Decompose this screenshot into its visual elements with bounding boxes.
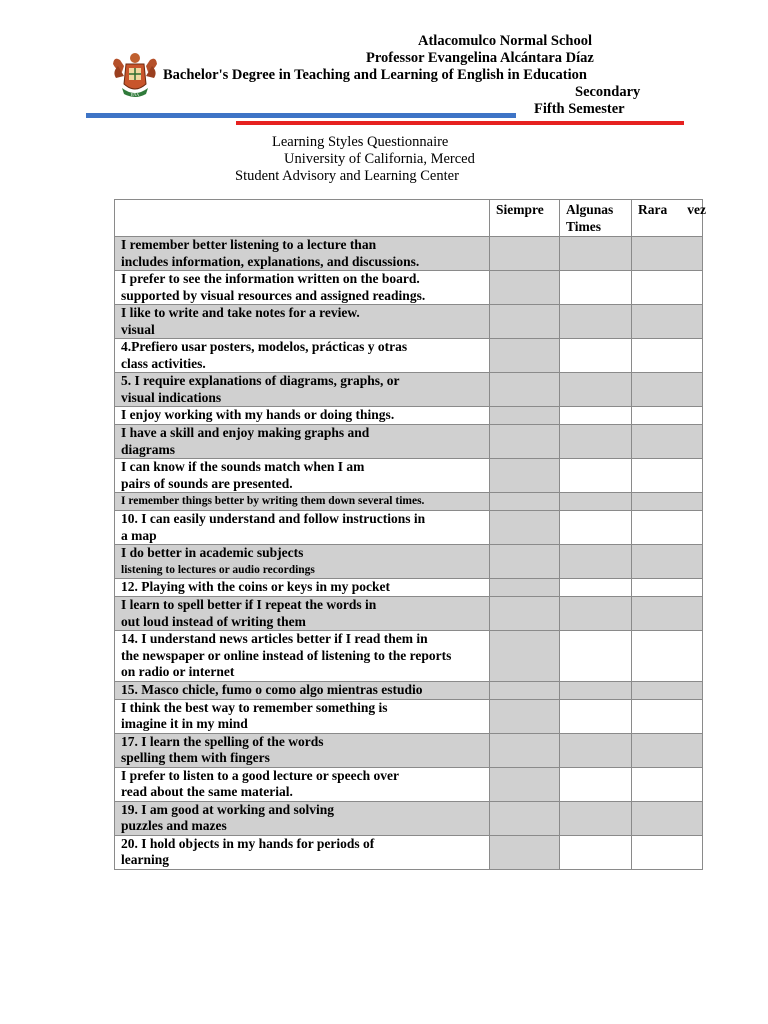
answer-cell-always[interactable] [490,305,560,339]
statement-text: a map [121,527,157,543]
statement-text: visual indications [121,389,222,405]
statement-cell [115,835,490,869]
statement-text: 5. I require explanations of diagrams, graphs, or [121,373,400,388]
answer-cell-sometimes[interactable] [560,835,632,869]
answer-cell-always[interactable] [490,835,560,869]
answer-cell-sometimes[interactable] [560,767,632,801]
degree-title: Bachelor's Degree in Teaching and Learning of English in Education [163,67,587,83]
answer-cell-sometimes[interactable] [560,597,632,631]
table-row [115,767,703,801]
answer-cell-sometimes[interactable] [560,373,632,407]
table-header-row [115,200,703,237]
statement-text: puzzles and mazes [121,818,227,833]
answer-cell-always[interactable] [490,631,560,682]
answer-cell-rarely[interactable] [632,407,703,425]
column-header-rarely: Rara vez [632,200,703,237]
statement-text: I have a skill and enjoy making graphs and [121,425,370,440]
statement-text: on radio or internet [121,664,235,679]
table-row [115,237,703,271]
school-name: Atlacomulco Normal School [418,33,592,49]
statement-text: 17. I learn the spelling of the words [121,733,324,749]
answer-cell-sometimes[interactable] [560,459,632,493]
answer-cell-sometimes[interactable] [560,339,632,373]
answer-cell-sometimes[interactable] [560,407,632,425]
statement-cell [115,631,490,682]
answer-cell-always[interactable] [490,767,560,801]
statement-text: out loud instead of writing them [121,613,306,629]
table-row [115,407,703,425]
answer-cell-rarely[interactable] [632,271,703,305]
statement-text: I do better in academic subjects [121,545,304,560]
answer-cell-always[interactable] [490,425,560,459]
answer-cell-always[interactable] [490,733,560,767]
statement-text: 4.Prefiero usar posters, modelos, prácticas y otras [121,339,408,354]
answer-cell-rarely[interactable] [632,305,703,339]
statement-cell [115,373,490,407]
statement-text: I can know if the sounds match when I am [121,459,365,474]
answer-cell-rarely[interactable] [632,801,703,835]
answer-cell-sometimes[interactable] [560,699,632,733]
table-row [115,373,703,407]
statement-text: I enjoy working with my hands or doing things. [121,407,395,423]
table-row [115,801,703,835]
answer-cell-rarely[interactable] [632,545,703,579]
table-row [115,339,703,373]
table-row [115,545,703,579]
table-row [115,835,703,869]
statement-cell [115,271,490,305]
answer-cell-sometimes[interactable] [560,271,632,305]
statement-header-cell [115,200,490,237]
professor-name: Professor Evangelina Alcántara Díaz [366,50,594,66]
answer-cell-sometimes[interactable] [560,631,632,682]
university-name: University of California, Merced [284,151,475,167]
statement-cell [115,511,490,545]
answer-cell-sometimes[interactable] [560,425,632,459]
statement-text: 15. Masco chicle, fumo o como algo mientras estudio [121,681,423,697]
statement-cell [115,597,490,631]
answer-cell-always[interactable] [490,511,560,545]
answer-cell-always[interactable] [490,407,560,425]
questionnaire-table [114,199,706,870]
answer-cell-sometimes[interactable] [560,305,632,339]
answer-cell-always[interactable] [490,681,560,699]
answer-cell-rarely[interactable] [632,511,703,545]
answer-cell-rarely[interactable] [632,631,703,682]
table-row [115,271,703,305]
school-crest-icon [112,50,158,100]
table-row [115,681,703,699]
answer-cell-always[interactable] [490,699,560,733]
table-row [115,699,703,733]
statement-text: read about the same material. [121,784,293,799]
answer-cell-always[interactable] [490,459,560,493]
answer-cell-rarely[interactable] [632,425,703,459]
statement-text: spelling them with fingers [121,750,270,765]
statement-text: I think the best way to remember something is [121,699,388,715]
statement-cell [115,425,490,459]
questionnaire-title: Learning Styles Questionnaire [272,134,449,150]
statement-cell [115,579,490,597]
answer-cell-sometimes[interactable] [560,681,632,699]
statement-cell [115,545,490,579]
answer-cell-rarely[interactable] [632,579,703,597]
statement-text: 19. I am good at working and solving [121,801,335,817]
statement-cell [115,699,490,733]
statement-text: supported by visual resources and assigned readings. [121,287,426,303]
statement-text: diagrams [121,441,175,457]
table-row [115,733,703,767]
statement-text: 10. I can easily understand and follow instructions in [121,511,426,526]
answer-cell-rarely[interactable] [632,835,703,869]
statement-text: learning [121,852,170,867]
answer-cell-always[interactable] [490,801,560,835]
table-row [115,305,703,339]
statement-text: I like to write and take notes for a review. [121,305,360,320]
statement-text: 14. I understand news articles better if I read them in [121,631,428,646]
red-rule [236,121,684,125]
answer-cell-rarely[interactable] [632,597,703,631]
column-header-sometimes: Algunas Times [560,200,632,237]
statement-text: 20. I hold objects in my hands for periods of [121,835,375,851]
table-row [115,459,703,493]
answer-cell-rarely[interactable] [632,767,703,801]
statement-text: I remember better listening to a lecture than [121,237,377,252]
svg-text:ENA: ENA [130,92,140,97]
answer-cell-sometimes[interactable] [560,511,632,545]
statement-text: includes information, explanations, and discussions. [121,253,420,269]
answer-cell-sometimes[interactable] [560,237,632,271]
statement-cell [115,733,490,767]
statement-text: I learn to spell better if I repeat the words in [121,597,377,612]
center-name: Student Advisory and Learning Center [235,168,459,184]
column-header-always: Siempre [490,200,560,237]
answer-cell-always[interactable] [490,339,560,373]
statement-cell [115,767,490,801]
answer-cell-always[interactable] [490,237,560,271]
statement-text: visual [121,321,155,337]
statement-cell [115,681,490,699]
statement-text: I prefer to see the information written on the board. [121,271,420,286]
answer-cell-rarely[interactable] [632,373,703,407]
semester-label: Fifth Semester [534,101,625,117]
table-row [115,511,703,545]
answer-cell-sometimes[interactable] [560,579,632,597]
answer-cell-rarely[interactable] [632,237,703,271]
answer-cell-always[interactable] [490,271,560,305]
answer-cell-rarely[interactable] [632,733,703,767]
answer-cell-always[interactable] [490,493,560,511]
table-row [115,631,703,682]
statement-cell [115,305,490,339]
answer-cell-always[interactable] [490,373,560,407]
statement-text: class activities. [121,355,206,371]
table-row [115,579,703,597]
table-row [115,493,703,511]
blue-rule [86,113,516,118]
answer-cell-rarely[interactable] [632,339,703,373]
statement-cell [115,407,490,425]
statement-cell [115,237,490,271]
answer-cell-rarely[interactable] [632,493,703,511]
table-row [115,597,703,631]
statement-text: listening to lectures or audio recordings [121,563,315,576]
statement-text: I prefer to listen to a good lecture or speech over [121,767,399,783]
answer-cell-rarely[interactable] [632,699,703,733]
answer-cell-rarely[interactable] [632,681,703,699]
statement-text: I remember things better by writing them down several times. [121,495,425,508]
answer-cell-always[interactable] [490,597,560,631]
statement-text: 12. Playing with the coins or keys in my pocket [121,579,391,595]
statement-cell [115,459,490,493]
answer-cell-rarely[interactable] [632,459,703,493]
answer-cell-sometimes[interactable] [560,493,632,511]
table-row [115,425,703,459]
statement-cell [115,339,490,373]
answer-cell-sometimes[interactable] [560,545,632,579]
statement-cell [115,493,490,511]
statement-cell [115,801,490,835]
answer-cell-always[interactable] [490,579,560,597]
answer-cell-sometimes[interactable] [560,801,632,835]
statement-text: imagine it in my mind [121,716,248,731]
level-label: Secondary [575,84,641,100]
statement-text: the newspaper or online instead of listening to the reports [121,647,452,663]
statement-text: pairs of sounds are presented. [121,475,293,491]
answer-cell-always[interactable] [490,545,560,579]
answer-cell-sometimes[interactable] [560,733,632,767]
